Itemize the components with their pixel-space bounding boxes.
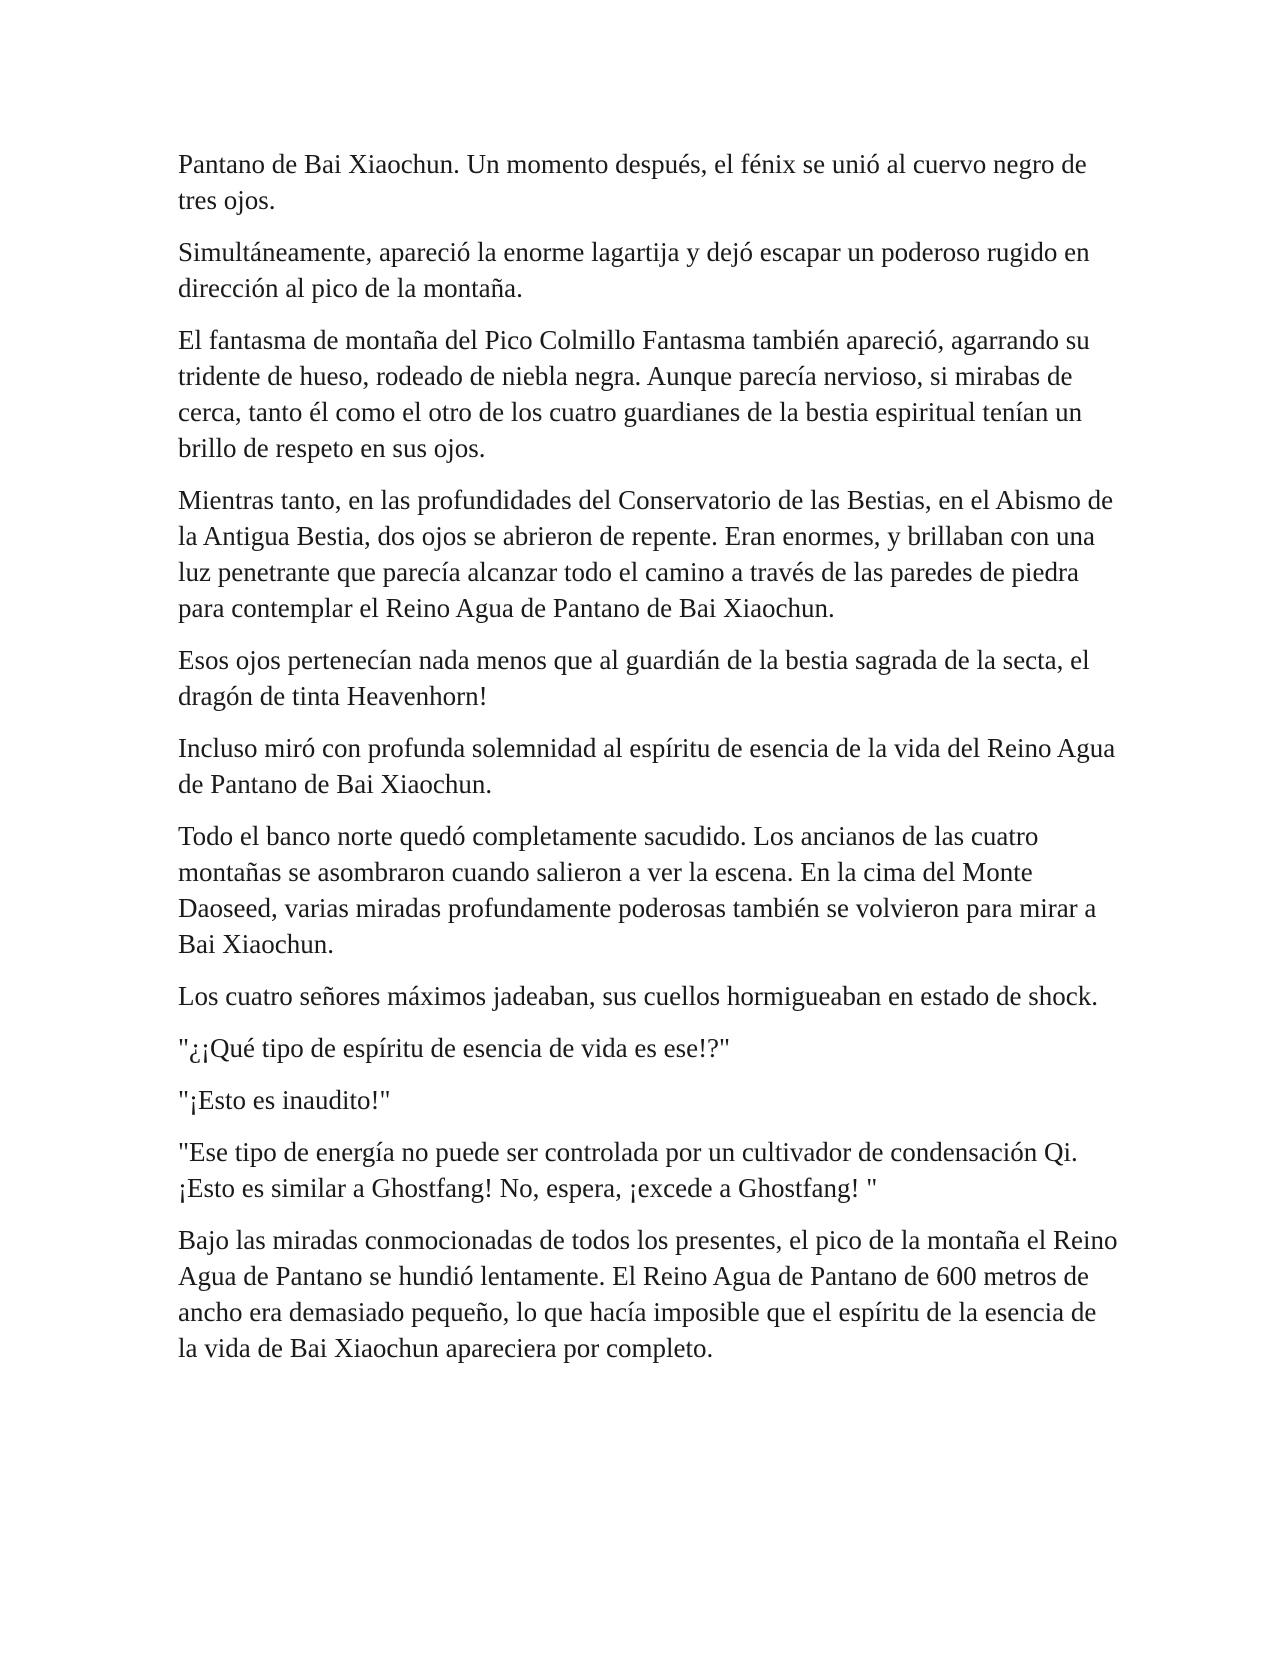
paragraph: Los cuatro señores máximos jadeaban, sus cuellos hormigueaban en estado de shock. bbox=[178, 981, 1098, 1011]
paragraph: Incluso miró con profunda solemnidad al espíritu de esencia de la vida del Reino Agua de Pantano de Bai Xiaochun. bbox=[178, 733, 1116, 799]
paragraph: Pantano de Bai Xiaochun. Un momento después, el fénix se unió al cuervo negro de tres ojos. bbox=[178, 149, 1087, 215]
document-body bbox=[178, 146, 1118, 1382]
paragraph: Todo el banco norte quedó completamente sacudido. Los ancianos de las cuatro montañas se asombraron cuando salieron a ver la escena. En la cima del Monte Daoseed, varias miradas profundamente poderosas también se volvieron para mirar a Bai Xiaochun. bbox=[178, 821, 1097, 959]
paragraph: Simultáneamente, apareció la enorme lagartija y dejó escapar un poderoso rugido en dirección al pico de la montaña. bbox=[178, 237, 1090, 303]
paragraph: Esos ojos pertenecían nada menos que al guardián de la bestia sagrada de la secta, el dragón de tinta Heavenhorn! bbox=[178, 645, 1090, 711]
dialogue-line: "¿¡Qué tipo de espíritu de esencia de vida es ese!?" bbox=[178, 1033, 731, 1063]
paragraph: Mientras tanto, en las profundidades del Conservatorio de las Bestias, en el Abismo de la Antigua Bestia, dos ojos se abrieron de repente. Eran enormes, y brillaban con una luz penetrante que parecía alcanzar todo el camino a través de las paredes de piedra para contemplar el Reino Agua de Pantano de Bai Xiaochun. bbox=[178, 485, 1114, 623]
paragraph: Bajo las miradas conmocionadas de todos los presentes, el pico de la montaña el Reino Agua de Pantano se hundió lentamente. El Reino Agua de Pantano de 600 metros de ancho era demasiado pequeño, lo que hacía imposible que el espíritu de la esencia de la vida de Bai Xiaochun apareciera por completo. bbox=[178, 1225, 1118, 1363]
paragraph: El fantasma de montaña del Pico Colmillo Fantasma también apareció, agarrando su tridente de hueso, rodeado de niebla negra. Aunque parecía nervioso, si mirabas de cerca, tanto él como el otro de los cuatro guardianes de la bestia espiritual tenían un brillo de respeto en sus ojos. bbox=[178, 325, 1090, 463]
dialogue-line: "Ese tipo de energía no puede ser controlada por un cultivador de condensación Qi. ¡Esto es similar a Ghostfang! No, espera, ¡excede a Ghostfang! " bbox=[178, 1137, 1078, 1203]
dialogue-line: "¡Esto es inaudito!" bbox=[178, 1085, 391, 1115]
